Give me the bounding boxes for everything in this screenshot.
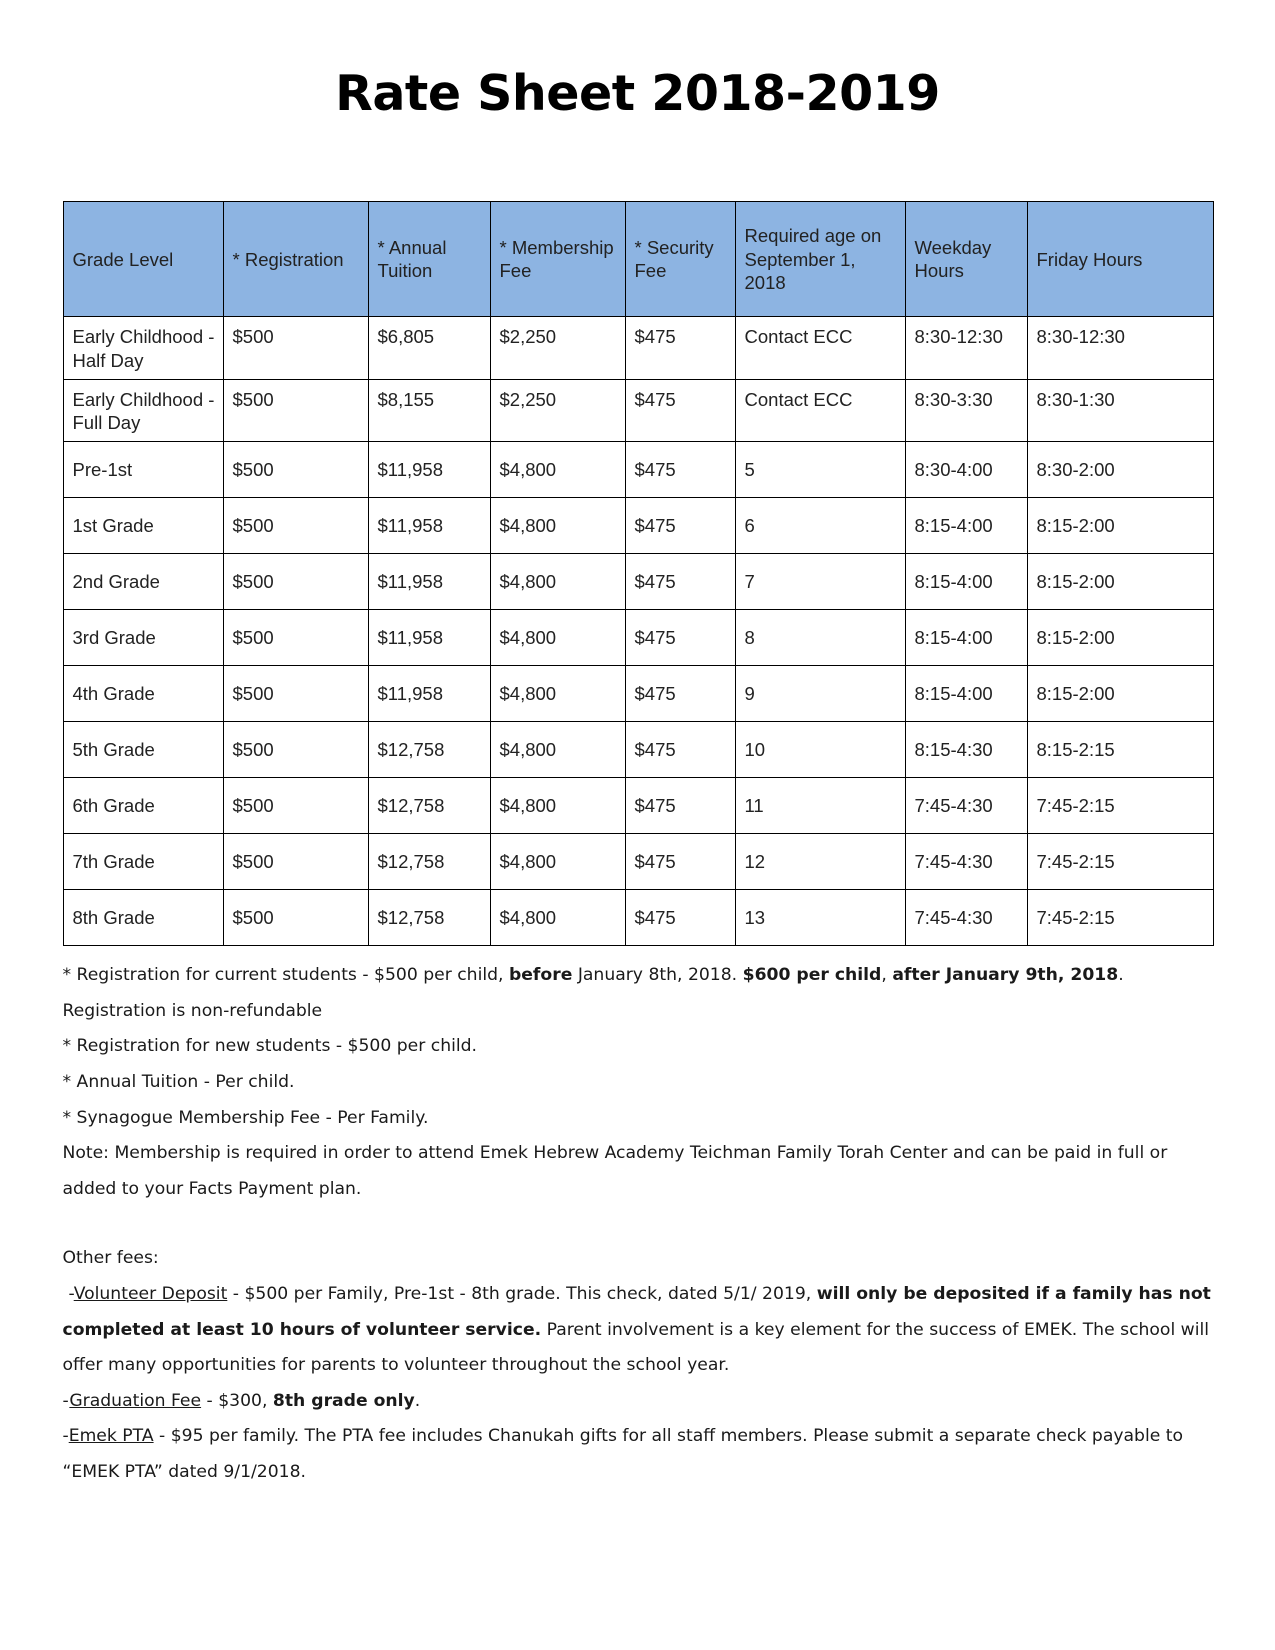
- cell-required-age: 10: [735, 722, 905, 778]
- cell-security-fee: $475: [625, 442, 735, 498]
- list-dash: -: [62, 1426, 69, 1447]
- cell-membership-fee: $4,800: [490, 834, 625, 890]
- note-annual-tuition: * Annual Tuition - Per child.: [62, 1071, 295, 1092]
- cell-grade-level: 8th Grade: [63, 890, 223, 946]
- notes-section: [63, 946, 1213, 1491]
- cell-grade-level: 7th Grade: [63, 834, 223, 890]
- cell-weekday-hours: 8:15-4:00: [905, 554, 1027, 610]
- cell-grade-level: 4th Grade: [63, 666, 223, 722]
- cell-annual-tuition: $11,958: [368, 498, 490, 554]
- volunteer-deposit-label: Volunteer Deposit: [73, 1284, 228, 1304]
- table-row: [63, 498, 1213, 554]
- note-text: January 8th, 2018.: [572, 965, 743, 986]
- column-header-annual-tuition: * Annual Tuition: [368, 202, 490, 317]
- cell-annual-tuition: $12,758: [368, 778, 490, 834]
- cell-required-age: 11: [735, 778, 905, 834]
- table-row: [63, 834, 1213, 890]
- note-membership-requirement: Note: Membership is required in order to attend Emek Hebrew Academy Teichman Family Torah Center and can be paid in full or added to your Facts Payment plan.: [62, 1143, 1168, 1199]
- column-header-friday-hours: Friday Hours: [1027, 202, 1213, 317]
- note-text: * Registration for current students - $500 per child,: [62, 965, 509, 986]
- rate-table-container: [63, 119, 1213, 946]
- cell-security-fee: $475: [625, 379, 735, 441]
- cell-weekday-hours: 7:45-4:30: [905, 834, 1027, 890]
- cell-membership-fee: $4,800: [490, 890, 625, 946]
- cell-required-age: Contact ECC: [735, 379, 905, 441]
- note-emek-pta: [63, 1419, 1213, 1490]
- cell-registration: $500: [223, 498, 368, 554]
- cell-registration: $500: [223, 834, 368, 890]
- cell-registration: $500: [223, 666, 368, 722]
- cell-required-age: 5: [735, 442, 905, 498]
- cell-required-age: Contact ECC: [735, 317, 905, 379]
- cell-membership-fee: $4,800: [490, 666, 625, 722]
- cell-friday-hours: 8:15-2:15: [1027, 722, 1213, 778]
- table-row: [63, 778, 1213, 834]
- cell-required-age: 6: [735, 498, 905, 554]
- rate-table: [63, 201, 1214, 946]
- cell-grade-level: Pre-1st: [63, 442, 223, 498]
- cell-security-fee: $475: [625, 666, 735, 722]
- cell-friday-hours: 8:30-12:30: [1027, 317, 1213, 379]
- cell-security-fee: $475: [625, 610, 735, 666]
- cell-weekday-hours: 8:30-12:30: [905, 317, 1027, 379]
- note-registration-new: * Registration for new students - $500 per child.: [62, 1036, 478, 1057]
- cell-friday-hours: 7:45-2:15: [1027, 834, 1213, 890]
- emek-pta-label: Emek PTA: [68, 1426, 154, 1447]
- table-row: [63, 317, 1213, 379]
- cell-weekday-hours: 7:45-4:30: [905, 890, 1027, 946]
- cell-membership-fee: $2,250: [490, 317, 625, 379]
- cell-membership-fee: $4,800: [490, 610, 625, 666]
- cell-grade-level: 2nd Grade: [63, 554, 223, 610]
- cell-weekday-hours: 8:30-3:30: [905, 379, 1027, 441]
- cell-annual-tuition: $11,958: [368, 666, 490, 722]
- column-header-grade-level: Grade Level: [63, 202, 223, 317]
- cell-registration: $500: [223, 442, 368, 498]
- cell-required-age: 9: [735, 666, 905, 722]
- note-bold-after-date: after January 9th, 2018: [892, 965, 1119, 986]
- other-fees-heading: Other fees:: [62, 1248, 159, 1269]
- cell-required-age: 7: [735, 554, 905, 610]
- cell-registration: $500: [223, 379, 368, 441]
- cell-weekday-hours: 8:15-4:00: [905, 610, 1027, 666]
- table-row: [63, 666, 1213, 722]
- note-text: - $95 per family. The PTA fee includes Chanukah gifts for all staff members. Please submit a separate check payable to “EMEK PTA” dated 9/1/2018.: [62, 1426, 1184, 1483]
- cell-security-fee: $475: [625, 317, 735, 379]
- cell-membership-fee: $4,800: [490, 778, 625, 834]
- cell-friday-hours: 8:15-2:00: [1027, 610, 1213, 666]
- cell-weekday-hours: 8:15-4:00: [905, 498, 1027, 554]
- cell-friday-hours: 8:30-2:00: [1027, 442, 1213, 498]
- column-header-registration: * Registration: [223, 202, 368, 317]
- cell-required-age: 13: [735, 890, 905, 946]
- column-header-required-age: Required age on September 1, 2018: [735, 202, 905, 317]
- cell-membership-fee: $4,800: [490, 722, 625, 778]
- note-text: - $300,: [201, 1390, 273, 1411]
- list-dash: -: [68, 1284, 74, 1304]
- table-row: [63, 379, 1213, 441]
- cell-security-fee: $475: [625, 722, 735, 778]
- cell-required-age: 8: [735, 610, 905, 666]
- cell-registration: $500: [223, 317, 368, 379]
- cell-annual-tuition: $11,958: [368, 554, 490, 610]
- table-row: [63, 890, 1213, 946]
- table-header: [63, 202, 1213, 317]
- cell-membership-fee: $4,800: [490, 442, 625, 498]
- cell-security-fee: $475: [625, 554, 735, 610]
- cell-friday-hours: 8:15-2:00: [1027, 498, 1213, 554]
- column-header-security-fee: * Security Fee: [625, 202, 735, 317]
- page-title: Rate Sheet 2018-2019: [335, 65, 940, 122]
- column-header-membership-fee: * Membership Fee: [490, 202, 625, 317]
- note-bold-deposit-condition: will only be deposited if a family has not completed at least 10 hours of volunteer service.: [62, 1284, 1211, 1340]
- cell-registration: $500: [223, 554, 368, 610]
- cell-membership-fee: $2,250: [490, 379, 625, 441]
- cell-weekday-hours: 7:45-4:30: [905, 778, 1027, 834]
- cell-membership-fee: $4,800: [490, 498, 625, 554]
- note-text: Parent involvement is a key element for the success of EMEK. The school will offer many opportunities for parents to volunteer throughout the school year.: [62, 1319, 1210, 1376]
- cell-friday-hours: 8:30-1:30: [1027, 379, 1213, 441]
- note-text: - $500 per Family, Pre-1st - 8th grade. This check, dated 5/1/ 2019,: [227, 1284, 817, 1304]
- note-text: ,: [881, 965, 893, 986]
- table-row: [63, 722, 1213, 778]
- table-row: [63, 610, 1213, 666]
- column-header-weekday-hours: Weekday Hours: [905, 202, 1027, 317]
- table-row: [63, 554, 1213, 610]
- cell-annual-tuition: $11,958: [368, 610, 490, 666]
- cell-friday-hours: 8:15-2:00: [1027, 554, 1213, 610]
- table-row: [63, 442, 1213, 498]
- cell-annual-tuition: $8,155: [368, 379, 490, 441]
- cell-security-fee: $475: [625, 890, 735, 946]
- cell-weekday-hours: 8:30-4:00: [905, 442, 1027, 498]
- graduation-fee-label: Graduation Fee: [69, 1390, 202, 1411]
- note-volunteer-deposit: [63, 1277, 1213, 1384]
- cell-weekday-hours: 8:15-4:30: [905, 722, 1027, 778]
- cell-security-fee: $475: [625, 498, 735, 554]
- note-text: .: [414, 1390, 421, 1411]
- cell-annual-tuition: $12,758: [368, 890, 490, 946]
- note-bold-before: before: [508, 965, 573, 986]
- cell-registration: $500: [223, 890, 368, 946]
- cell-annual-tuition: $11,958: [368, 442, 490, 498]
- cell-grade-level: 6th Grade: [63, 778, 223, 834]
- note-membership-fee: * Synagogue Membership Fee - Per Family.: [62, 1107, 429, 1128]
- cell-grade-level: 3rd Grade: [63, 610, 223, 666]
- note-text: . Registration is non-refundable: [62, 965, 1124, 1021]
- cell-annual-tuition: $12,758: [368, 722, 490, 778]
- notes-spacer: [63, 1207, 1213, 1241]
- note-registration-current: [63, 958, 1213, 1029]
- cell-annual-tuition: $12,758: [368, 834, 490, 890]
- table-header-row: [63, 202, 1213, 317]
- note-bold-8th-grade-only: 8th grade only: [272, 1390, 415, 1411]
- cell-friday-hours: 7:45-2:15: [1027, 890, 1213, 946]
- cell-grade-level: Early Childhood - Half Day: [63, 317, 223, 379]
- cell-weekday-hours: 8:15-4:00: [905, 666, 1027, 722]
- list-dash: -: [62, 1390, 70, 1411]
- cell-friday-hours: 7:45-2:15: [1027, 778, 1213, 834]
- cell-security-fee: $475: [625, 834, 735, 890]
- note-graduation-fee: [63, 1384, 1213, 1420]
- cell-security-fee: $475: [625, 778, 735, 834]
- cell-registration: $500: [223, 610, 368, 666]
- cell-required-age: 12: [735, 834, 905, 890]
- cell-grade-level: 5th Grade: [63, 722, 223, 778]
- cell-friday-hours: 8:15-2:00: [1027, 666, 1213, 722]
- cell-membership-fee: $4,800: [490, 554, 625, 610]
- cell-registration: $500: [223, 778, 368, 834]
- cell-grade-level: Early Childhood - Full Day: [63, 379, 223, 441]
- cell-grade-level: 1st Grade: [63, 498, 223, 554]
- table-body: [63, 317, 1213, 946]
- cell-registration: $500: [223, 722, 368, 778]
- note-bold-600-per-child: $600 per child: [742, 965, 882, 986]
- cell-annual-tuition: $6,805: [368, 317, 490, 379]
